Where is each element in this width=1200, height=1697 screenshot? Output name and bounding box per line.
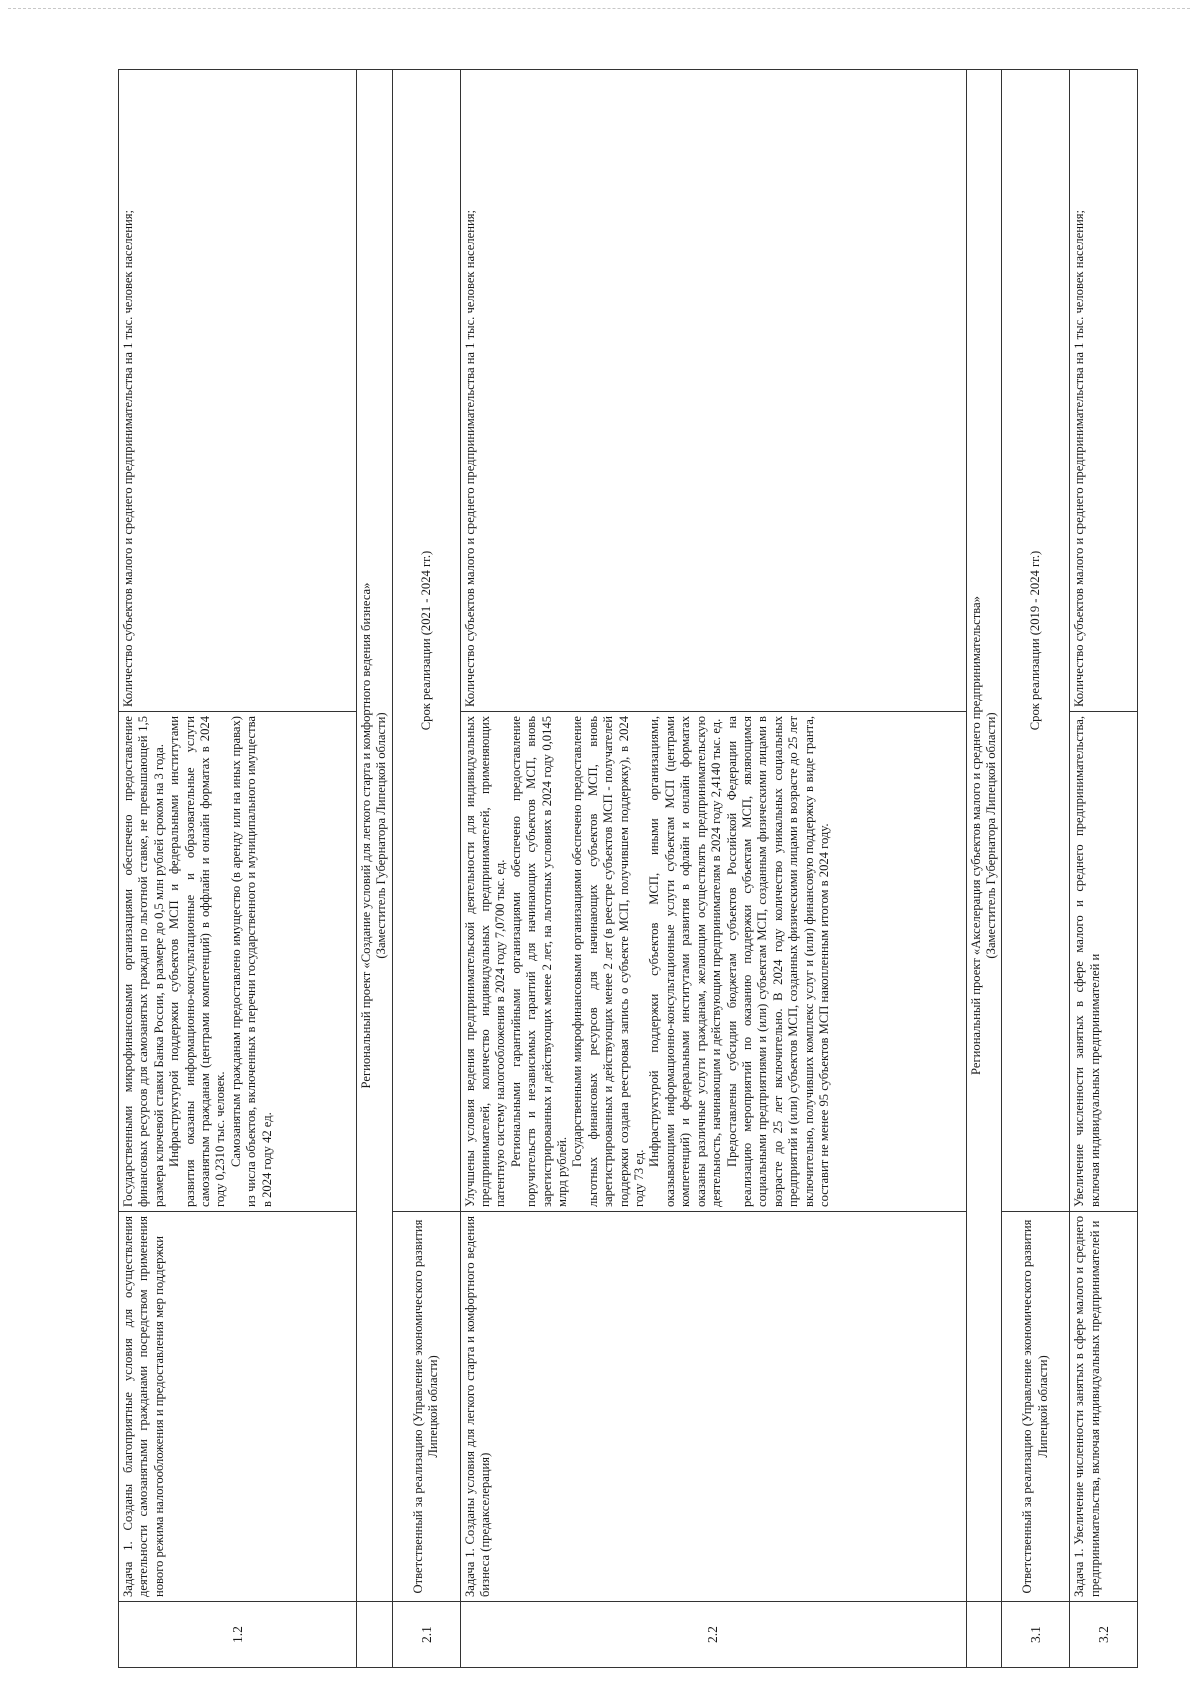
row-number: 3.1 (1002, 1602, 1070, 1668)
project-heading (357, 70, 393, 1602)
responsible-cell: Ответственный за реализацию (Управление экономического развития Липецкой области) (392, 1212, 460, 1602)
table-row (392, 70, 460, 1668)
result-paragraph: Инфраструктурой поддержки субъектов МСП и федеральными институтами развития оказаны информационно-консультационные и образовательные услуги самозанятым гражданам (центрами компетенций) в оффлайн и онлайн форматах в 2024 году 0,2310 тыс. человек. (167, 716, 228, 1207)
project-heading (966, 70, 1002, 1602)
empty-cell (357, 1602, 393, 1668)
result-cell: Увеличение численности занятых в сфере малого и среднего предпринимательства, включая индивидуальных предпринимателей и (1070, 712, 1138, 1212)
project-title: Региональный проект «Создание условий для легкого старта и комфортного ведения бизнеса» (359, 582, 373, 1089)
result-paragraph: Улучшены условия ведения предпринимательской деятельности для индивидуальных предпринимателей, количество индивидуальных предпринимателей, применяющих патентную систему налогообложения в 2024 году 7,0700 тыс. ед. (462, 716, 508, 1207)
result-paragraph: Самозанятым гражданам предоставлено имущество (в аренду или на иных правах) из числа объектов, включенных в перечни государственного и муниципального имущества в 2024 году 42 ед. (228, 716, 274, 1207)
table-row (1002, 70, 1070, 1668)
project-title: Региональный проект «Акселерация субъектов малого и среднего предпринимательства» (968, 596, 983, 1075)
result-paragraph: Предоставлены субсидии бюджетам субъектов Российской Федерации на реализацию мероприятий по оказанию поддержки субъектам МСП, являющимся социальными предприятиями и (или) субъектам МСП, созданным физическими лицами в возрасте до 25 лет включительно. В 2024 году количество уникальных социальных предприятий и (или) субъектов МСП, созданных физическими лицами в возрасте до 25 лет включительно, получивших комплекс услуг и (или) финансовую поддержку в виде гранта, составит не менее 95 субъектов МСП накопленным итогом в 2024 году. (724, 716, 831, 1207)
project-curator: (Заместитель Губернатора Липецкой области) (984, 712, 998, 959)
indicator-cell: Количество субъектов малого и среднего предпринимательства на 1 тыс. человек населения; (119, 70, 357, 712)
indicator-cell: Количество субъектов малого и среднего предпринимательства на 1 тыс. человек населения; (1070, 70, 1138, 712)
responsible-cell: Ответственный за реализацию (Управление экономического развития Липецкой области) (1002, 1212, 1070, 1602)
task-cell: Задача 1. Созданы благоприятные условия для осуществления деятельности самозанятыми гражданами посредством применения нового режима налогообложения и предоставления мер поддержки (119, 1212, 357, 1602)
task-cell: Задача 1. Созданы условия для легкого старта и комфортного ведения бизнеса (предакселерация) (460, 1212, 966, 1602)
row-number: 1.2 (119, 1602, 357, 1668)
table-row (357, 70, 393, 1668)
empty-cell (966, 1602, 1002, 1668)
table-row (119, 70, 357, 1668)
result-paragraph: Государственными микрофинансовыми организациями обеспечено предоставление финансовых ресурсов для самозанятых граждан по льготной ставке, не превышающей 1,5 размера ключевой ставки Банка России, в размере до 0,5 млн рублей сроком на 3 года. (121, 716, 166, 1207)
row-number: 3.2 (1070, 1602, 1138, 1668)
table-row (460, 70, 966, 1668)
result-paragraph: Региональными гарантийными организациями обеспечено предоставление поручительств и независимых гарантий для начинающих субъектов МСП, вновь зарегистрированных и действующих менее 2 лет, на льготных условиях в 2024 году 0,0145 млрд рублей. (508, 716, 570, 1207)
row-number: 2.2 (460, 1602, 966, 1668)
table-row (966, 70, 1002, 1668)
result-cell (119, 712, 357, 1212)
table-row (1070, 70, 1138, 1668)
project-curator: (Заместитель Губернатора Липецкой области) (374, 712, 389, 959)
rotated-table-sheet (118, 70, 1138, 1668)
page-top-rule (8, 8, 1190, 9)
result-paragraph: Государственными микрофинансовыми организациями обеспечено предоставление льготных финансовых ресурсов для начинающих субъектов МСП, вновь зарегистрированных и действующих менее 2 лет (в реестре субъектов МСП - получателей поддержки создана реестровая запись о субъекте МСП, получившем поддержку), в 2024 году 73 ед. (570, 716, 647, 1207)
result-cell (460, 712, 966, 1212)
term-cell: Срок реализации (2021 - 2024 гг.) (392, 70, 460, 1212)
indicator-cell: Количество субъектов малого и среднего предпринимательства на 1 тыс. человек населения; (460, 70, 966, 712)
term-cell: Срок реализации (2019 - 2024 гг.) (1002, 70, 1070, 1212)
regional-projects-table (118, 69, 1138, 1668)
row-number: 2.1 (392, 1602, 460, 1668)
task-cell: Задача 1. Увеличение численности занятых в сфере малого и среднего предпринимательства, включая индивидуальных предпринимателей и (1070, 1212, 1138, 1602)
result-paragraph: Инфраструктурой поддержки субъектов МСП, иными организациями, оказывающими информационно-консультационные услуги субъектам МСП (центрами компетенций) и федеральными институтами развития в офлайн и онлайн форматах оказаны различные услуги гражданам, желающим осуществлять предпринимательскую деятельность, начинающим и действующим предпринимателям в 2024 году 2,4140 тыс. ед. (647, 716, 724, 1207)
